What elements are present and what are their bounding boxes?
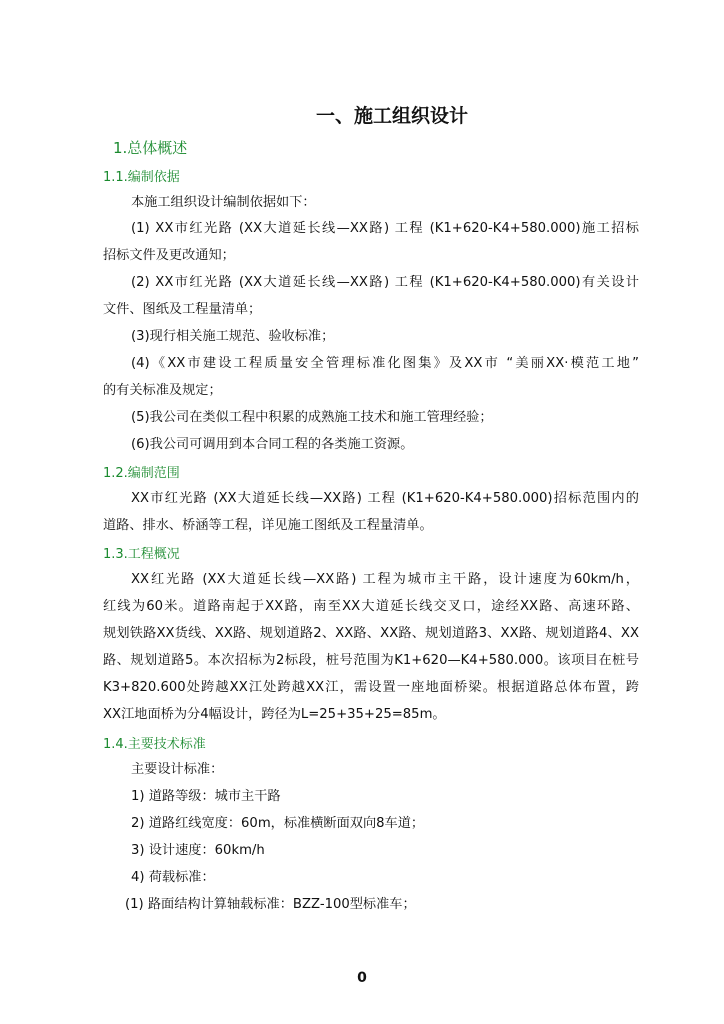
paragraph: XX红光路 (XX大道延长线—XX路) 工程为城市主干路，设计速度为60km/h， bbox=[131, 572, 639, 587]
heading-1-3: 1.3.工程概况 bbox=[103, 547, 180, 562]
paragraph: XX市红光路 (XX大道延长线—XX路) 工程 (K1+620-K4+580.000)招标范围内的 bbox=[131, 491, 639, 506]
paragraph-line: 规划铁路XX货线、XX路、规划道路2、XX路、XX路、规划道路3、XX路、规划道路4、XX bbox=[103, 626, 639, 641]
list-item: 4) 荷载标准： bbox=[131, 870, 215, 885]
list-item: 2) 道路红线宽度：60m，标准横断面双向8车道； bbox=[131, 816, 425, 831]
paragraph-line: 路、规划道路5。本次招标为2标段，桩号范围为K1+620—K4+580.000。该项目在桩号 bbox=[103, 653, 639, 668]
heading-1-2: 1.2.编制范围 bbox=[103, 466, 180, 481]
list-item: (2) XX市红光路 (XX大道延长线—XX路) 工程 (K1+620-K4+580.000)有关设计 bbox=[131, 275, 639, 290]
list-item: 3) 设计速度：60km/h bbox=[131, 843, 265, 858]
paragraph: 本施工组织设计编制依据如下： bbox=[131, 195, 316, 210]
page-number: 0 bbox=[357, 970, 367, 986]
heading-1-4: 1.4.主要技术标准 bbox=[103, 737, 206, 752]
list-subitem: (1) 路面结构计算轴载标准：BZZ-100型标准车； bbox=[125, 897, 416, 912]
list-item-continuation: 招标文件及更改通知； bbox=[103, 248, 235, 263]
list-item: (1) XX市红光路 (XX大道延长线—XX路) 工程 (K1+620-K4+580.000)施工招标 bbox=[131, 221, 639, 236]
list-item: (5)我公司在类似工程中积累的成熟施工技术和施工管理经验； bbox=[131, 410, 493, 425]
paragraph-line: 红线为60米。道路南起于XX路，南至XX大道延长线交叉口，途经XX路、高速环路、 bbox=[103, 599, 639, 614]
list-item-continuation: 文件、图纸及工程量清单； bbox=[103, 302, 262, 317]
paragraph-continuation: 道路、排水、桥涵等工程，详见施工图纸及工程量清单。 bbox=[103, 518, 433, 533]
paragraph-line: XX江地面桥为分4幅设计，跨径为L=25+35+25=85m。 bbox=[103, 707, 446, 722]
heading-1-1: 1.1.编制依据 bbox=[103, 170, 180, 185]
list-item: (3)现行相关施工规范、验收标准； bbox=[131, 329, 335, 344]
list-item-continuation: 的有关标准及规定； bbox=[103, 383, 222, 398]
list-item: (4)《XX市建设工程质量安全管理标准化图集》及XX市 “美丽XX·模范工地” bbox=[131, 356, 639, 371]
list-item: (6)我公司可调用到本合同工程的各类施工资源。 bbox=[131, 437, 414, 452]
section-heading-1: 1.总体概述 bbox=[113, 139, 188, 157]
page-title: 一、施工组织设计 bbox=[315, 105, 468, 127]
list-item: 1) 道路等级：城市主干路 bbox=[131, 789, 281, 804]
paragraph-line: K3+820.600处跨越XX江处跨越XX江，需设置一座地面桥梁。根据道路总体布置，跨 bbox=[103, 680, 639, 695]
paragraph: 主要设计标准： bbox=[131, 762, 224, 777]
